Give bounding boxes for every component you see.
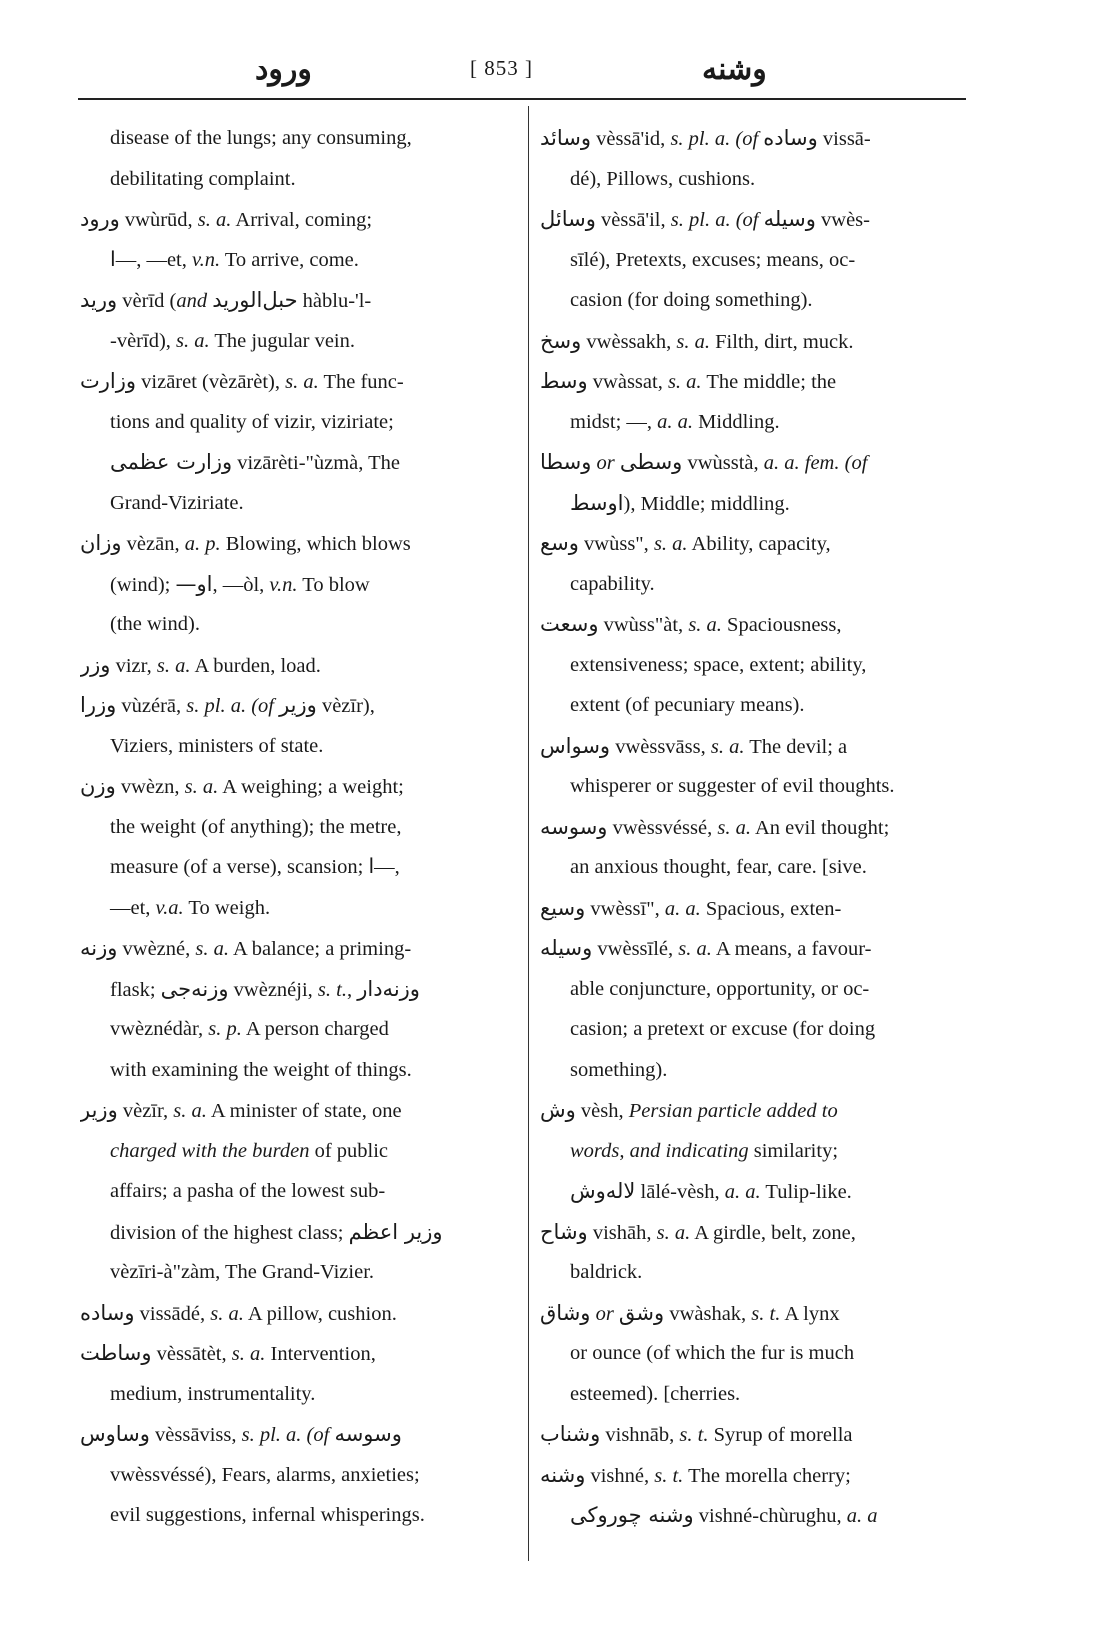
entry-text: A girdle, belt, zone, [690, 1221, 856, 1244]
arabic-script-term: وسوسه [540, 814, 608, 839]
grammar-abbreviation: a. a. fem. (of [763, 452, 868, 474]
arabic-script-term: وسع [540, 531, 579, 555]
entry-continuation-line [540, 1374, 970, 1415]
entry-text: extensiveness; space, extent; ability, [570, 653, 867, 676]
arabic-script-term: وزرا [80, 693, 117, 717]
entry-continuation-line [540, 159, 970, 200]
entry-headword-line [540, 442, 970, 483]
grammar-abbreviation: s. p. [208, 1018, 242, 1040]
entry-text: (the wind). [110, 613, 200, 635]
entry-text: vwèssīlé, [592, 938, 679, 960]
entry-continuation-line [540, 1171, 970, 1212]
entry-text: able conjuncture, opportunity, or oc- [570, 977, 870, 1000]
entry-text: vwèzné, [117, 938, 196, 960]
arabic-script-term: ورود [80, 207, 120, 231]
entry-continuation-line [80, 847, 510, 888]
grammar-abbreviation: s. t. [679, 1424, 709, 1446]
grammar-abbreviation: s. a. [210, 1302, 244, 1325]
grammar-abbreviation: v.n. [192, 248, 221, 271]
entry-text: vishné, [585, 1464, 655, 1487]
entry-text: vèssāviss, [149, 1424, 242, 1446]
entry-text: vishnāb, [600, 1424, 680, 1446]
entry-headword-line [540, 1293, 970, 1334]
column-divider [528, 106, 529, 1561]
entry-text: A means, a favour- [711, 938, 872, 960]
arabic-script-term: وسعت [540, 612, 599, 636]
grammar-abbreviation: s. a. [676, 330, 710, 353]
arabic-script-term: وزارت [80, 369, 137, 393]
grammar-abbreviation: s. pl. a. (of [241, 1424, 330, 1446]
entry-text: Intervention, [265, 1343, 376, 1365]
entry-text: vwèznéji, [228, 978, 318, 1001]
entry-text: casion; a pretext or excuse (for doing [570, 1018, 876, 1040]
entry-text: Ability, capacity, [687, 533, 831, 555]
entry-headword-line [80, 928, 510, 969]
grammar-abbreviation: s. a. [667, 371, 702, 393]
entry-text: The middle; the [701, 371, 837, 393]
entry-text: To blow [297, 573, 370, 596]
grammar-abbreviation: s. pl. a. (of [670, 209, 759, 231]
entry-text: vwùss", [578, 533, 654, 555]
grammar-abbreviation: s. a. [678, 938, 712, 960]
arabic-script-term: وساده [763, 126, 818, 150]
entry-headword-line [540, 1455, 970, 1496]
entry-continuation-line [80, 1050, 510, 1091]
entry-text: vissādé, [134, 1302, 211, 1325]
entry-headword-line [80, 1293, 510, 1334]
entry-text: similarity; [748, 1139, 839, 1162]
arabic-script-term: ورید [80, 288, 118, 312]
entry-text: evil suggestions, infernal whisperings. [110, 1504, 425, 1526]
entry-continuation-line [540, 483, 970, 524]
entry-continuation-line [80, 969, 510, 1010]
entry-text: with examining the weight of things. [110, 1058, 412, 1081]
entry-text: vwèzn, [115, 776, 185, 798]
entry-text: vizārèti-"ùzmà, The [232, 452, 401, 474]
entry-text: tions and quality of vizir, viziriate; [110, 410, 394, 433]
entry-headword-line [80, 523, 510, 564]
grammar-abbreviation: and [176, 290, 208, 312]
entry-text: vizr, [110, 654, 157, 677]
entry-text: measure (of a verse), scansion; ا—, [110, 856, 400, 878]
entry-text: dé), Pillows, cushions. [570, 167, 756, 190]
arabic-script-term: وساطت [80, 1341, 152, 1365]
entry-continuation-line [80, 888, 510, 929]
page-header [0, 0, 1113, 100]
entry-text: , [346, 978, 358, 1001]
entry-text: vizāret (vèzārèt), [136, 371, 286, 393]
arabic-script-term: حبل‌الورید [212, 288, 298, 312]
entry-text: vèssā'il, [595, 209, 671, 231]
entry-text: vèssātèt, [151, 1343, 232, 1365]
entry-text: A minister of state, one [206, 1100, 402, 1122]
grammar-abbreviation: s. pl. a. (of [670, 128, 759, 150]
entry-continuation-line [80, 483, 510, 524]
entry-continuation-line [80, 442, 510, 483]
arabic-script-term: وسائل [540, 207, 596, 231]
arabic-script-term: وسوسه [334, 1422, 402, 1446]
entry-continuation-line [80, 1495, 510, 1536]
entry-headword-line [80, 766, 510, 807]
entry-text: lālé-vèsh, [635, 1181, 725, 1203]
arabic-script-term: وشنه چوروکی [570, 1503, 694, 1527]
arabic-script-term: وسیع [540, 895, 586, 920]
grammar-abbreviation: s. t. [317, 978, 347, 1001]
entry-text: vwùrūd, [119, 209, 198, 231]
header-guide-word-left: ورود [255, 53, 312, 86]
entry-text: —et, [110, 896, 156, 919]
entry-text: To weigh. [183, 896, 271, 919]
entry-text: of public [309, 1139, 389, 1162]
entry-continuation-line [80, 118, 510, 159]
entry-text: vèssā'id, [591, 128, 671, 150]
entry-continuation-line [80, 240, 510, 281]
entry-headword-line [540, 1090, 970, 1131]
entry-text: flask; [110, 978, 161, 1001]
entry-text: -vèrīd), [110, 329, 177, 352]
arabic-script-term: وسواس [540, 733, 611, 758]
entry-headword-line [540, 726, 970, 767]
entry-continuation-line [80, 564, 510, 605]
grammar-abbreviation: Persian particle added to [628, 1100, 838, 1122]
dictionary-column-left [80, 118, 510, 1536]
entry-text: , —òl, [212, 573, 270, 596]
grammar-abbreviation: s. a. [656, 1221, 691, 1244]
entry-headword-line [80, 1414, 510, 1455]
entry-continuation-line [80, 1009, 510, 1050]
arabic-script-term: وساوس [80, 1422, 150, 1446]
entry-text: ), Middle; middling. [623, 492, 790, 515]
entry-continuation-line [80, 1171, 510, 1212]
entry-headword-line [80, 1333, 510, 1374]
entry-headword-line [540, 888, 970, 929]
entry-continuation-line [540, 969, 970, 1010]
entry-continuation-line [80, 402, 510, 443]
entry-text: Spaciousness, [721, 614, 842, 636]
entry-text: vishāh, [587, 1221, 657, 1244]
entry-text: Arrival, coming; [231, 209, 373, 231]
entry-text: A pillow, cushion. [243, 1302, 397, 1325]
grammar-abbreviation: words, and indicating [570, 1139, 749, 1162]
entry-headword-line [80, 645, 510, 686]
entry-text: Tulip-like. [760, 1181, 852, 1203]
entry-continuation-line [80, 726, 510, 767]
entry-headword-line [540, 361, 970, 402]
grammar-abbreviation: or [596, 452, 615, 474]
entry-text: vwèssī", [585, 897, 665, 920]
arabic-script-term: وزیر [279, 693, 317, 717]
arabic-script-term: وش [540, 1098, 576, 1122]
grammar-abbreviation: a. a. [724, 1181, 761, 1203]
dictionary-column-right [540, 118, 970, 1536]
entry-text: vèzīr, [117, 1100, 174, 1122]
entry-text: Blowing, which blows [220, 533, 411, 555]
grammar-abbreviation: s. t. [654, 1464, 684, 1487]
entry-text: or ounce (of which the fur is much [570, 1342, 855, 1364]
entry-text: A balance; a priming- [228, 938, 412, 960]
entry-continuation-line [80, 159, 510, 200]
entry-continuation-line [540, 280, 970, 321]
entry-continuation-line [540, 402, 970, 443]
entry-text: The devil; a [744, 735, 848, 758]
arabic-script-term: او— [175, 571, 213, 596]
entry-text: medium, instrumentality. [110, 1382, 316, 1405]
entry-text: vèzīr), [316, 695, 375, 717]
entry-text: midst; —, [570, 410, 658, 433]
grammar-abbreviation: s. a. [285, 371, 319, 393]
entry-headword-line [80, 685, 510, 726]
grammar-abbreviation: a. a. [664, 897, 701, 920]
grammar-abbreviation: a. a [846, 1505, 878, 1527]
entry-headword-line [540, 523, 970, 564]
entry-text: To arrive, come. [220, 248, 359, 271]
entry-text: something). [570, 1058, 668, 1081]
arabic-script-term: وزنه‌جی [160, 976, 229, 1001]
entry-continuation-line [80, 1374, 510, 1415]
arabic-script-term: وشق [618, 1300, 665, 1325]
entry-text: vwès- [815, 209, 870, 231]
grammar-abbreviation: a. p. [184, 533, 221, 555]
entry-continuation-line [540, 1050, 970, 1091]
entry-text: Filth, dirt, muck. [710, 330, 854, 353]
entry-headword-line [540, 1212, 970, 1253]
entry-text: vèsh, [575, 1100, 629, 1122]
grammar-abbreviation: s. a. [653, 533, 688, 555]
entry-continuation-line [80, 321, 510, 362]
entry-text: vèzīri-à"zàm, The Grand-Vizier. [110, 1261, 375, 1283]
entry-headword-line [540, 199, 970, 240]
entry-continuation-line [540, 1495, 970, 1536]
entry-headword-line [540, 118, 970, 159]
entry-text: casion (for doing something). [570, 289, 813, 311]
entry-continuation-line [80, 807, 510, 848]
arabic-script-term: وزر [80, 652, 111, 677]
grammar-abbreviation: s. a. [176, 329, 210, 352]
arabic-script-term: وسطا [540, 450, 592, 474]
entry-headword-line [540, 807, 970, 848]
entry-continuation-line [540, 847, 970, 888]
entry-text: capability. [570, 572, 655, 595]
grammar-abbreviation: s. a. [184, 776, 219, 798]
entry-continuation-line [540, 685, 970, 726]
entry-text: A weighing; a weight; [218, 776, 404, 798]
arabic-script-term: وزان [80, 531, 122, 555]
entry-text: vèrīd ( [117, 290, 177, 312]
grammar-abbreviation: v.n. [269, 573, 298, 596]
entry-continuation-line [80, 1252, 510, 1293]
arabic-script-term: وزنه‌دار [357, 976, 420, 1001]
entry-text: A person charged [241, 1018, 389, 1040]
entry-continuation-line [540, 1252, 970, 1293]
entry-text: whisperer or suggester of evil thoughts. [570, 775, 895, 797]
entry-continuation-line [540, 1131, 970, 1172]
entry-text: (wind); [110, 573, 176, 596]
arabic-script-term: وسائد [540, 126, 592, 150]
entry-headword-line [80, 199, 510, 240]
entry-text: sīlé), Pretexts, excuses; means, oc- [570, 248, 856, 271]
entry-headword-line [80, 280, 510, 321]
grammar-abbreviation: s. a. [173, 1100, 207, 1122]
entry-text: esteemed). [cherries. [570, 1382, 741, 1405]
header-guide-word-right: وشنه [702, 53, 767, 86]
grammar-abbreviation: s. a. [231, 1343, 266, 1365]
entry-text: The func- [318, 371, 404, 393]
entry-text: the weight (of anything); the metre, [110, 815, 402, 838]
grammar-abbreviation: a. a. [657, 410, 694, 433]
entry-text: A lynx [780, 1302, 840, 1325]
entry-headword-line [540, 604, 970, 645]
entry-headword-line [80, 361, 510, 402]
entry-continuation-line [540, 1333, 970, 1374]
entry-text: disease of the lungs; any consuming, [110, 127, 412, 149]
entry-text: Syrup of morella [708, 1424, 853, 1446]
entry-headword-line [80, 1090, 510, 1131]
entry-continuation-line [80, 1212, 510, 1253]
entry-text: hàblu-'l- [297, 290, 372, 312]
grammar-abbreviation: s. t. [751, 1302, 781, 1325]
grammar-abbreviation: v.a. [155, 896, 184, 919]
arabic-script-term: وشاح [540, 1219, 588, 1244]
arabic-script-term: وساده [80, 1300, 135, 1325]
entry-text: vwèznédàr, [110, 1018, 209, 1040]
arabic-script-term: وزیر [80, 1098, 118, 1122]
grammar-abbreviation: s. a. [197, 209, 232, 231]
entry-text: vwùsstà, [682, 452, 764, 474]
arabic-script-term: وسطی [619, 450, 683, 474]
entry-text: Middling. [693, 410, 780, 433]
entry-continuation-line [540, 766, 970, 807]
entry-continuation-line [80, 1455, 510, 1496]
entry-text: vwèssvāss, [610, 735, 711, 758]
arabic-script-term: وزیر اعظم [348, 1219, 443, 1244]
arabic-script-term: وشناب [540, 1422, 601, 1446]
grammar-abbreviation: s. a. [156, 654, 191, 677]
entry-text: vwùss"àt, [598, 614, 689, 636]
entry-continuation-line [80, 604, 510, 645]
arabic-script-term: وزنه [80, 936, 118, 960]
arabic-script-term: وزن [80, 774, 116, 798]
entry-text: Spacious, exten- [700, 897, 842, 920]
entry-text: An evil thought; [750, 816, 890, 839]
arabic-script-term: وسط [540, 369, 588, 393]
entry-text: vishné-chùrughu, [693, 1505, 847, 1527]
entry-text: extent (of pecuniary means). [570, 694, 805, 716]
arabic-script-term: اوسط [570, 490, 624, 515]
arabic-script-term: وسخ [540, 328, 582, 353]
entry-text: vwàssat, [587, 371, 668, 393]
entry-headword-line [540, 1414, 970, 1455]
arabic-script-term: وشاق [540, 1300, 591, 1325]
entry-text: affairs; a pasha of the lowest sub- [110, 1180, 386, 1202]
entry-text: vissā- [817, 128, 871, 150]
entry-text: vwèssvéssé, [607, 816, 718, 839]
entry-text: vèzān, [121, 533, 185, 555]
arabic-script-term: وشنه [540, 1462, 586, 1487]
entry-headword-line [540, 928, 970, 969]
grammar-abbreviation: or [595, 1302, 614, 1325]
arabic-script-term: لاله‌وش [570, 1179, 636, 1203]
grammar-abbreviation: charged with the burden [110, 1139, 310, 1162]
entry-text: an anxious thought, fear, care. [sive. [570, 856, 867, 878]
entry-text: The morella cherry; [683, 1464, 851, 1487]
grammar-abbreviation: s. a. [710, 735, 745, 758]
entry-text: debilitating complaint. [110, 167, 296, 190]
entry-text: vwèssakh, [581, 330, 677, 353]
entry-text: vwàshak, [664, 1302, 752, 1325]
grammar-abbreviation: s. a. [717, 816, 751, 839]
entry-headword-line [540, 321, 970, 362]
grammar-abbreviation: s. pl. a. (of [186, 695, 274, 717]
entry-text: vùzérā, [116, 695, 187, 717]
arabic-script-term: وزارت عظمی [110, 450, 233, 474]
entry-text: baldrick. [570, 1261, 643, 1283]
entry-text: Viziers, ministers of state. [110, 734, 324, 757]
header-rule [78, 98, 966, 100]
entry-text: A burden, load. [190, 654, 321, 677]
arabic-script-term: وسیله [540, 936, 593, 960]
grammar-abbreviation: s. a. [688, 614, 722, 636]
entry-text: The jugular vein. [209, 329, 356, 352]
entry-text: Grand-Viziriate. [110, 491, 244, 514]
grammar-abbreviation: s. a. [195, 938, 229, 960]
entry-continuation-line [540, 240, 970, 281]
entry-text: vwèssvéssé), Fears, alarms, anxieties; [110, 1463, 420, 1486]
entry-text: division of the highest class; [110, 1221, 349, 1244]
entry-continuation-line [540, 1009, 970, 1050]
arabic-script-term: وسیله [763, 207, 816, 231]
entry-continuation-line [80, 1131, 510, 1172]
entry-text: ا—, —et, [110, 248, 192, 271]
page-number: [ 853 ] [470, 56, 533, 80]
entry-continuation-line [540, 645, 970, 686]
entry-continuation-line [540, 564, 970, 605]
